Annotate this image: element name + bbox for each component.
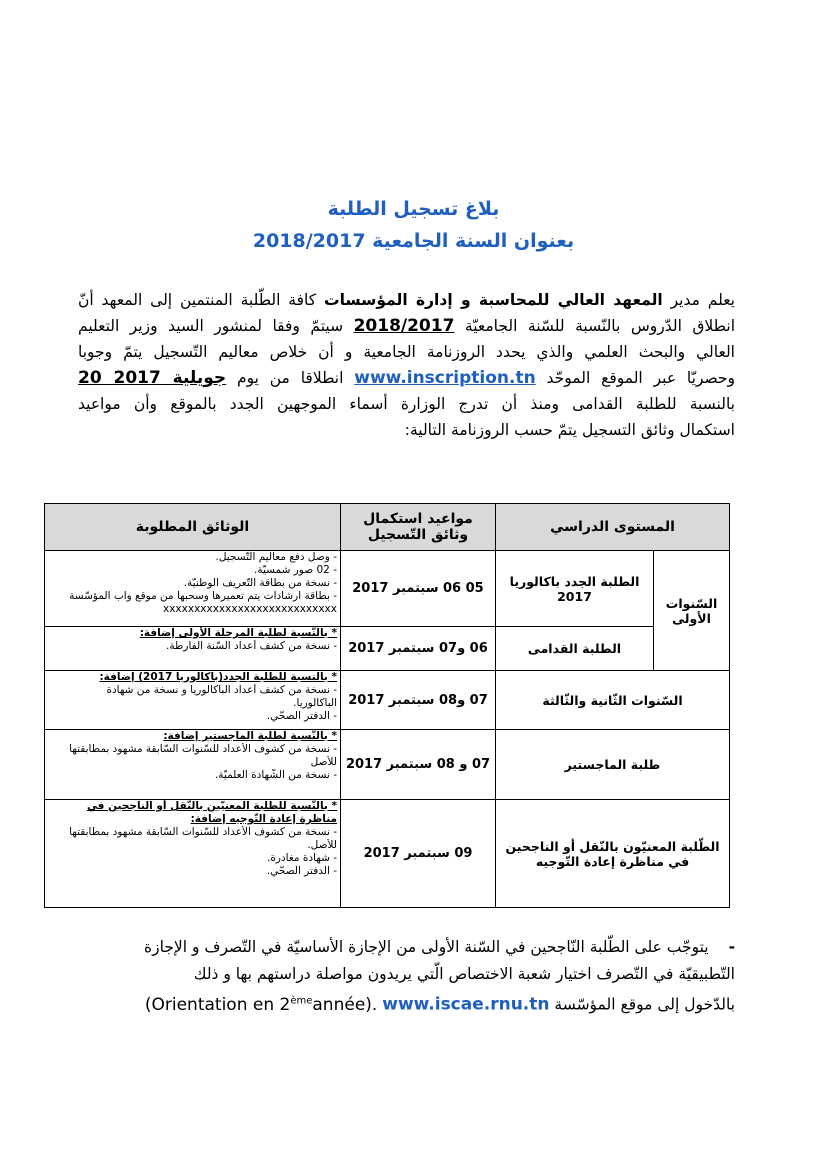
row-level: طلبة الماجستير (496, 730, 730, 800)
table-row (45, 671, 730, 730)
note-line-3: بالدّخول إلى موقع المؤسّسة www.iscae.rnu.tn (Orientation en 2èmeannée). (144, 994, 735, 1015)
header-level: المستوى الدراسي (496, 504, 730, 551)
iscae-link[interactable]: www.iscae.rnu.tn (382, 994, 550, 1015)
row-docs: * بالنّسبة للطّلبة المعنيّين بالنّقل أو الناجحين في مناظرة إعادة التّوجيه إضافة: - نسخة من كشوف الأعداد للسّنوات السّابقة مشهود بمطابقتها للأصل. - شهادة مغادرة. - الدفتر الصحّي. (45, 800, 341, 908)
intro-line-4: وحصريّا عبر الموقع الموحّد www.inscription.tn انطلاقا من يوم 20 جويلية 2017 (78, 368, 736, 388)
start-date: 20 جويلية 2017 (78, 368, 227, 388)
intro-line-2: انطلاق الدّروس بالنّسبة للسّنة الجامعيّة 2018/2017 سيتمّ وفقا لمنشور السيد وزير التعليم (78, 316, 735, 336)
intro-line-6: استكمال وثائق التسجيل يتمّ حسب الروزنامة التالية: (404, 421, 735, 439)
title-line-2: بعنوان السنة الجامعية 2018/2017 (252, 230, 575, 252)
row-docs: - وصل دفع معاليم التّسجيل. - 02 صور شمسيّة. - نسخة من بطاقة التّعريف الوطنيّة. - بطاقة ارشادات يتم تعميرها وسحبها من موقع واب المؤسّسة xxxxxxxxxxxxxxxxxxxxxxxxxxxx (45, 551, 341, 627)
intro-line-1: يعلم مدير المعهد العالي للمحاسبة و إدارة المؤسسات كافة الطّلبة المنتمين إلى المعهد أنّ (78, 291, 735, 309)
registration-schedule-table (44, 503, 730, 908)
orientation-text: (Orientation en 2èmeannée). (144, 994, 378, 1015)
row-date: 07 و 08 سبتمبر 2017 (341, 730, 496, 800)
header-docs: الوثائق المطلوبة (45, 504, 341, 551)
title-line-1: بلاغ تسجيل الطلبة (327, 198, 500, 220)
intro-line-5: بالنسبة للطلبة القدامى ومنذ أن تدرج الوزارة أسماء الموجهين الجدد بالموقع وأن مواعيد (78, 395, 735, 413)
row-level: السّنوات الثّانية والثّالثة (496, 671, 730, 730)
row-date: 06 و07 سبتمبر 2017 (341, 627, 496, 671)
row-docs: * بالنسبة للطلبة الجدد(باكالوريا 2017) إضافة: - نسخة من كشف أعداد الباكالوريا و نسخة من شهادة الباكالوريا. - الدفتر الصحّي. (45, 671, 341, 730)
row-level: الطلبة القدامى (496, 627, 654, 671)
inscription-link[interactable]: www.inscription.tn (354, 368, 536, 388)
row-docs: * بالنّسبة لطلبة الماجستير إضافة: - نسخة من كشوف الأعداد للسّنوات السّابقة مشهود بمطابقتها للأصل - نسخة من الشّهادة العلميّة. (45, 730, 341, 800)
note-line-1: -يتوجّب على الطّلبة النّاجحين في السّنة الأولى من الإجازة الأساسيّة في التّصرف و الإجازة (143, 938, 735, 956)
table-row (45, 627, 730, 671)
row-level: الطّلبة المعنيّون بالنّقل أو الناجحين في مناظرة إعادة التّوجيه (496, 800, 730, 908)
row-date: 05 06 سبتمبر 2017 (341, 551, 496, 627)
note-line-2: التّطبيقيّة في التّصرف اختيار شعبة الاختصاص الّتي يريدون مواصلة دراستهم بها و ذلك (193, 965, 735, 983)
header-dates: مواعيد استكمال وثائق التّسجيل (341, 504, 496, 551)
orientation-note (70, 934, 735, 1015)
row-date: 07 و08 سبتمبر 2017 (341, 671, 496, 730)
group-first-year: السّنوات الأولى (654, 551, 730, 671)
academic-year: 2018/2017 (353, 316, 455, 336)
table-row (45, 551, 730, 627)
table-header-row (45, 504, 730, 551)
intro-line-3: العالي والبحث العلمي والذي يحدد الروزنامة الجامعية و أن خلاص معاليم التّسجيل يتمّ وجوبا (78, 343, 735, 361)
row-date: 09 سبتمبر 2017 (341, 800, 496, 908)
row-docs: * بالنّسبة لطلبة المرحلة الأولى إضافة: - نسخة من كشف أعداد السّنة الفارطة. (45, 627, 341, 671)
table-row (45, 730, 730, 800)
table-row (45, 800, 730, 908)
intro-paragraph (78, 287, 735, 443)
row-level: الطلبة الجدد باكالوريا 2017 (496, 551, 654, 627)
